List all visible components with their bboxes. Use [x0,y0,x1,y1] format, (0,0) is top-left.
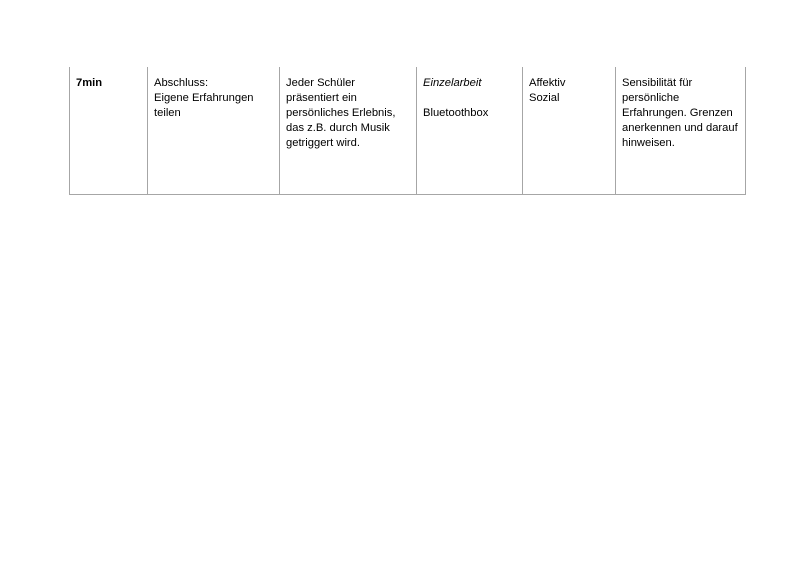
notes-line: anerkennen und darauf [622,122,738,134]
notes-line: persönliche [622,92,680,104]
method-cell [417,67,523,195]
notes-line: hinweisen. [622,137,675,149]
activity-line: persönliches Erlebnis, [286,107,396,119]
method-text: Einzelarbeit [423,77,482,89]
activity-cell [280,67,417,195]
phase-line: teilen [154,107,181,119]
notes-line: Erfahrungen. Grenzen [622,107,733,119]
competence-cell [523,67,616,195]
activity-line: getriggert wird. [286,137,360,149]
phase-cell [148,67,280,195]
table-row [70,67,746,195]
activity-line: präsentiert ein [286,92,357,104]
notes-line: Sensibilität für [622,77,693,89]
activity-line: Jeder Schüler [286,77,356,89]
time-text: 7min [76,77,103,89]
phase-line: Eigene Erfahrungen [154,92,254,104]
notes-cell [616,67,746,195]
phase-line: Abschluss: [154,77,209,89]
activity-line: das z.B. durch Musik [286,122,390,134]
media-text: Bluetoothbox [423,107,489,119]
competence-line: Sozial [529,92,560,104]
time-cell [70,67,148,195]
spacer [423,91,516,106]
lesson-plan-table [69,67,746,195]
competence-line: Affektiv [529,77,566,89]
